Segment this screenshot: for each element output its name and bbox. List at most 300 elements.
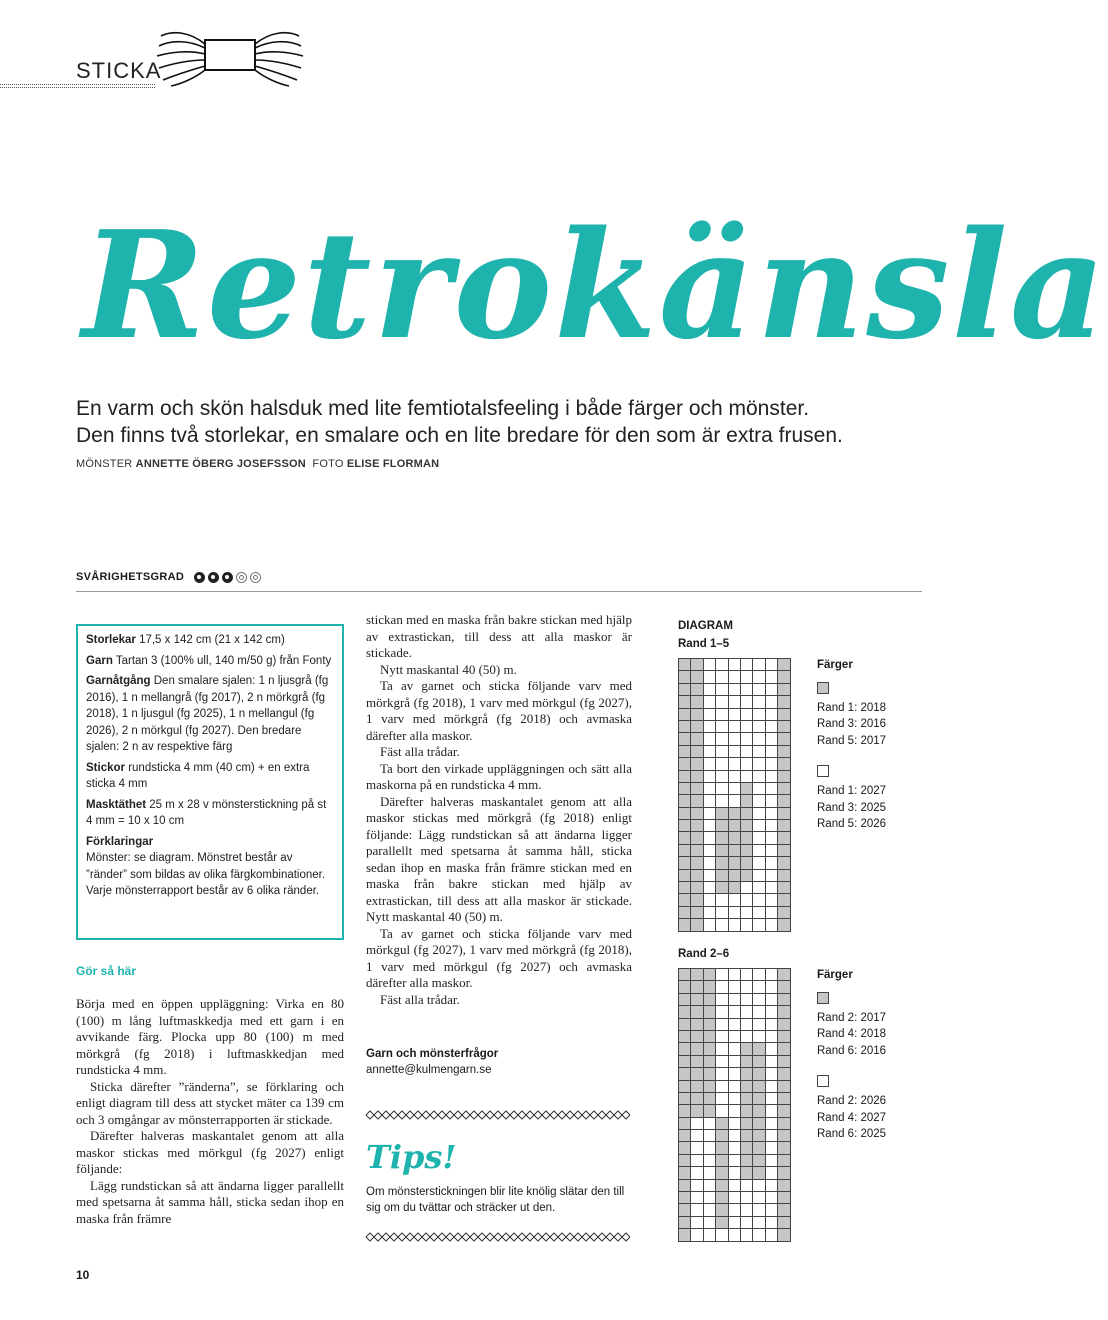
chart-cell <box>729 1142 741 1154</box>
chart-cell <box>741 758 753 770</box>
chart-cell <box>704 1068 716 1080</box>
chart-cell <box>729 1019 741 1031</box>
chart-cell <box>679 771 691 783</box>
chart-cell <box>766 783 778 795</box>
chart-cell <box>679 758 691 770</box>
chart-cell <box>753 820 765 832</box>
header-rule <box>0 84 155 88</box>
chart-cell <box>741 1204 753 1216</box>
chart-cell <box>753 1204 765 1216</box>
pattern-chart-1 <box>678 658 791 932</box>
chart-cell <box>679 1006 691 1018</box>
chart-cell <box>704 671 716 683</box>
chart-cell <box>704 894 716 906</box>
chart-cell <box>741 1043 753 1055</box>
chart-cell <box>716 1217 728 1229</box>
chart-cell <box>704 721 716 733</box>
chart-cell <box>766 696 778 708</box>
chart-cell <box>704 746 716 758</box>
chart-cell <box>716 1093 728 1105</box>
chart-cell <box>704 696 716 708</box>
chart-cell <box>729 1204 741 1216</box>
chart-cell <box>691 721 703 733</box>
chart-cell <box>704 771 716 783</box>
chart-cell <box>741 919 753 931</box>
chart-cell <box>778 758 790 770</box>
paragraph: Fäst alla trådar. <box>380 744 460 759</box>
chart-cell <box>729 1006 741 1018</box>
chart-cell <box>716 1105 728 1117</box>
difficulty-rating <box>76 571 261 583</box>
legend-line: Rand 1: 2018 <box>817 701 887 714</box>
chart-cell <box>729 969 741 981</box>
info-yarn-amount: Garnåtgång Den smalare sjalen: 1 n ljusgrå (fg 2016), 1 n mellangrå (fg 2017), 2 n mörkgrå (fg 2018), 1 n ljusgul (fg 2025), 1 n mellangul (fg 2026), 2 n mörkgul (fg 2027). Den bredare sjalen: 2 n av respektive färg <box>86 675 329 753</box>
chart-cell <box>778 1056 790 1068</box>
chart-cell <box>729 733 741 745</box>
chart-cell <box>679 832 691 844</box>
chart-cell <box>753 1167 765 1179</box>
chart-cell <box>704 919 716 931</box>
chart-cell <box>766 1043 778 1055</box>
chart-cell <box>778 783 790 795</box>
paragraph: Därefter halveras maskantalet genom att alla maskor stickas med mörkgul (fg 2027) enligt följande: <box>76 1128 344 1176</box>
chart-cell <box>753 1081 765 1093</box>
legend-line: Rand 6: 2025 <box>817 1128 887 1140</box>
chart-cell <box>778 1081 790 1093</box>
chart-cell <box>778 1229 790 1241</box>
chart-cell <box>753 894 765 906</box>
chart-cell <box>704 870 716 882</box>
dark-color-swatch <box>817 682 829 694</box>
legend-heading: Färger <box>817 969 853 981</box>
chart-cell <box>753 1142 765 1154</box>
chart-cell <box>778 882 790 894</box>
chart-cell <box>778 721 790 733</box>
paragraph: Börja med en öppen uppläggning: Virka en 80 (100) m lång luftmaskkedja med ett garn i en avvikande färg. Plocka upp 80 (100) m med mörkgrå (fg 2018) i luftmaskkedjan med rundsticka 4 mm. <box>76 996 344 1077</box>
chart-cell <box>729 870 741 882</box>
info-needles: Stickor rundsticka 4 mm (40 cm) + en extra sticka 4 mm <box>86 761 310 790</box>
chart-cell <box>753 1217 765 1229</box>
chart-cell <box>691 1093 703 1105</box>
chart-cell <box>729 1093 741 1105</box>
chart-cell <box>691 671 703 683</box>
chart-cell <box>729 1180 741 1192</box>
chart-cell <box>741 1105 753 1117</box>
legend-line: Rand 5: 2026 <box>817 818 887 830</box>
chart-cell <box>766 808 778 820</box>
chart-cell <box>753 1130 765 1142</box>
chart-cell <box>679 733 691 745</box>
chart-cell <box>778 832 790 844</box>
chart-cell <box>716 1167 728 1179</box>
chart-cell <box>766 758 778 770</box>
legend-heading: Färger <box>817 659 853 671</box>
chart-cell <box>716 746 728 758</box>
chart-cell <box>753 969 765 981</box>
chart-cell <box>741 1217 753 1229</box>
chart-cell <box>691 684 703 696</box>
chart-cell <box>704 1019 716 1031</box>
legend-line: Rand 1: 2027 <box>817 785 887 797</box>
chart-cell <box>716 1068 728 1080</box>
chart-cell <box>716 832 728 844</box>
chart-cell <box>704 1167 716 1179</box>
legend-line: Rand 6: 2016 <box>817 1044 887 1057</box>
chart-cell <box>704 857 716 869</box>
chart-cell <box>704 1093 716 1105</box>
chart-cell <box>741 684 753 696</box>
chart-cell <box>753 1093 765 1105</box>
chart-cell <box>729 882 741 894</box>
chart-cell <box>741 659 753 671</box>
chart-cell <box>741 1019 753 1031</box>
chart-cell <box>716 994 728 1006</box>
info-explanations: Förklaringar Mönster: se diagram. Mönstret består av ”ränder” som bildas av olika färgkombinationer. Varje mönsterrapport består av 6 olika ränder. <box>86 835 326 897</box>
chart-cell <box>766 919 778 931</box>
chart-cell <box>691 857 703 869</box>
chart-cell <box>679 671 691 683</box>
chart-cell <box>753 696 765 708</box>
chart-cell <box>766 733 778 745</box>
chart-cell <box>691 771 703 783</box>
chart-cell <box>741 969 753 981</box>
chart-cell <box>741 1081 753 1093</box>
chart-cell <box>741 1093 753 1105</box>
chart-cell <box>679 882 691 894</box>
chart-cell <box>691 783 703 795</box>
chart-cell <box>691 795 703 807</box>
chart-cell <box>741 981 753 993</box>
chart-cell <box>741 783 753 795</box>
chart-cell <box>691 746 703 758</box>
chart-cell <box>716 907 728 919</box>
chart-cell <box>679 1093 691 1105</box>
chart-cell <box>778 894 790 906</box>
chart-cell <box>679 919 691 931</box>
chart-cell <box>741 1118 753 1130</box>
chart-cell <box>704 808 716 820</box>
chart-cell <box>766 857 778 869</box>
chart-cell <box>729 1105 741 1117</box>
chart-cell <box>679 845 691 857</box>
chart-cell <box>704 1192 716 1204</box>
chart-cell <box>704 1142 716 1154</box>
chart-cell <box>691 1155 703 1167</box>
page-number: 10 <box>76 1268 90 1282</box>
chart-cell <box>729 919 741 931</box>
chart-cell <box>716 684 728 696</box>
chart-cell <box>741 820 753 832</box>
chart-cell <box>679 907 691 919</box>
chart-cell <box>778 1006 790 1018</box>
chart-1-legend <box>817 657 886 833</box>
chart-cell <box>766 894 778 906</box>
chart-cell <box>679 857 691 869</box>
chart-cell <box>729 746 741 758</box>
chart-cell <box>691 919 703 931</box>
chart-cell <box>716 1192 728 1204</box>
info-yarn: Garn Tartan 3 (100% ull, 140 m/50 g) från Fonty <box>86 654 332 667</box>
chart-cell <box>716 808 728 820</box>
chart-cell <box>729 1031 741 1043</box>
chart-cell <box>778 1217 790 1229</box>
chart-cell <box>766 684 778 696</box>
article-title: Retrokänsla <box>82 198 1108 372</box>
chart-cell <box>766 1118 778 1130</box>
chart-cell <box>716 1118 728 1130</box>
chart-cell <box>704 1204 716 1216</box>
chart-cell <box>729 659 741 671</box>
chart-cell <box>778 684 790 696</box>
chart-cell <box>729 795 741 807</box>
chart-cell <box>753 907 765 919</box>
chart-cell <box>716 882 728 894</box>
chart-cell <box>704 1031 716 1043</box>
chart-cell <box>691 907 703 919</box>
chart-cell <box>766 882 778 894</box>
chart-cell <box>716 845 728 857</box>
chart-cell <box>691 882 703 894</box>
legend-line: Rand 2: 2026 <box>817 1095 887 1107</box>
chart-cell <box>766 709 778 721</box>
chart-cell <box>691 1006 703 1018</box>
chart-cell <box>704 1155 716 1167</box>
chart-cell <box>741 1056 753 1068</box>
chart-cell <box>741 1192 753 1204</box>
chart-cell <box>753 684 765 696</box>
chart-cell <box>679 870 691 882</box>
chart-cell <box>679 709 691 721</box>
chart-cell <box>679 1118 691 1130</box>
chart-cell <box>716 1043 728 1055</box>
chart-cell <box>778 1068 790 1080</box>
chart-cell <box>766 1068 778 1080</box>
chart-cell <box>741 671 753 683</box>
info-sizes: Storlekar 17,5 x 142 cm (21 x 142 cm) <box>86 634 285 646</box>
instructions-column-2 <box>366 612 632 1008</box>
chart-cell <box>778 969 790 981</box>
chart-cell <box>766 795 778 807</box>
chart-cell <box>679 969 691 981</box>
chart-cell <box>729 907 741 919</box>
chart-cell <box>729 845 741 857</box>
instructions-heading: Gör så här <box>76 964 137 978</box>
chart-cell <box>778 659 790 671</box>
contact-email[interactable]: annette@kulmengarn.se <box>366 1064 492 1076</box>
chart-cell <box>716 1056 728 1068</box>
chart-cell <box>778 820 790 832</box>
chart-cell <box>741 1068 753 1080</box>
chart-cell <box>778 981 790 993</box>
chart-cell <box>741 808 753 820</box>
chart-cell <box>778 1031 790 1043</box>
chart-cell <box>691 696 703 708</box>
light-color-swatch <box>817 1075 829 1087</box>
chart-cell <box>691 1229 703 1241</box>
lead-line: Den finns två storlekar, en smalare och en lite bredare för den som är extra frusen. <box>76 424 843 447</box>
chart-cell <box>753 1043 765 1055</box>
chart-cell <box>716 721 728 733</box>
chart-cell <box>729 1167 741 1179</box>
chart-cell <box>766 1130 778 1142</box>
materials-box <box>76 624 344 940</box>
chart-cell <box>753 981 765 993</box>
chart-cell <box>766 1180 778 1192</box>
chart-cell <box>716 969 728 981</box>
chart-cell <box>766 1056 778 1068</box>
chart-cell <box>704 659 716 671</box>
chart-cell <box>753 1105 765 1117</box>
chart-cell <box>679 1180 691 1192</box>
chart-cell <box>716 659 728 671</box>
chart-cell <box>691 981 703 993</box>
chart-cell <box>716 870 728 882</box>
chart-cell <box>778 808 790 820</box>
chart-cell <box>691 894 703 906</box>
chart-cell <box>679 1130 691 1142</box>
chart-cell <box>766 1006 778 1018</box>
pattern-chart-2 <box>678 968 791 1242</box>
chart-cell <box>729 1229 741 1241</box>
chart-cell <box>753 746 765 758</box>
credits-photo-name: ELISE FLORMAN <box>346 458 440 470</box>
difficulty-dot <box>250 572 261 583</box>
chart-cell <box>716 857 728 869</box>
chart-cell <box>741 1167 753 1179</box>
chart-cell <box>716 733 728 745</box>
chart-cell <box>741 746 753 758</box>
zigzag-divider <box>366 1110 632 1120</box>
chart-cell <box>729 671 741 683</box>
chart-cell <box>679 820 691 832</box>
chart-cell <box>716 1180 728 1192</box>
chart-cell <box>716 1155 728 1167</box>
chart-cell <box>729 684 741 696</box>
chart-cell <box>753 1118 765 1130</box>
paragraph: Därefter halveras maskantalet genom att alla maskor stickas med mörkgrå (fg 2018) enligt följande: Lägg rundstickan så att ändarna ligger parallellt med spetsarna åt samma håll, sticka sedan ihop en maska från främre stickan med en maska från bakre stickan med hjälp av extrastickan, till dess att alla maskor är stickade. Nytt maskantal 40 (50) m. <box>366 793 632 924</box>
chart-cell <box>729 981 741 993</box>
chart-cell <box>716 1229 728 1241</box>
chart-cell <box>691 1167 703 1179</box>
chart-cell <box>778 1180 790 1192</box>
paragraph: Fäst alla trådar. <box>380 991 460 1007</box>
chart-cell <box>741 1142 753 1154</box>
chart-cell <box>778 696 790 708</box>
chart-cell <box>716 771 728 783</box>
paragraph: stickan med en maska från bakre stickan med hjälp av extrastickan, till dess att alla maskor är stickade. <box>366 612 632 660</box>
chart-cell <box>766 1217 778 1229</box>
chart-cell <box>753 808 765 820</box>
chart-cell <box>716 1006 728 1018</box>
chart-cell <box>691 1056 703 1068</box>
chart-cell <box>704 981 716 993</box>
lead-paragraph <box>76 395 926 449</box>
chart-cell <box>704 969 716 981</box>
chart-cell <box>766 771 778 783</box>
legend-line: Rand 3: 2016 <box>817 718 887 730</box>
tips-text: Om mönsterstickningen blir lite knölig slätar den till sig om du tvättar och sträcker ut den. <box>366 1186 625 1214</box>
chart-cell <box>753 733 765 745</box>
chart-cell <box>766 845 778 857</box>
chart-cell <box>753 1192 765 1204</box>
chart-cell <box>679 1192 691 1204</box>
credits-pattern-label: MÖNSTER <box>76 458 133 470</box>
chart-cell <box>766 1192 778 1204</box>
chart-cell <box>778 1142 790 1154</box>
chart-cell <box>679 1031 691 1043</box>
chart-cell <box>691 1217 703 1229</box>
chart-cell <box>741 907 753 919</box>
chart-cell <box>766 1229 778 1241</box>
chart-2-label: Rand 2–6 <box>678 948 730 960</box>
chart-cell <box>716 1130 728 1142</box>
chart-1-label: Rand 1–5 <box>678 638 730 650</box>
chart-cell <box>704 882 716 894</box>
chart-cell <box>766 907 778 919</box>
chart-cell <box>778 795 790 807</box>
chart-cell <box>729 1068 741 1080</box>
chart-cell <box>741 1130 753 1142</box>
chart-cell <box>753 771 765 783</box>
chart-cell <box>704 733 716 745</box>
chart-cell <box>704 758 716 770</box>
chart-cell <box>778 1204 790 1216</box>
chart-cell <box>766 1093 778 1105</box>
chart-cell <box>778 709 790 721</box>
chart-cell <box>704 684 716 696</box>
paragraph: Nytt maskantal 40 (50) m. <box>380 661 517 677</box>
chart-cell <box>729 758 741 770</box>
chart-cell <box>729 771 741 783</box>
chart-cell <box>729 1155 741 1167</box>
chart-cell <box>691 832 703 844</box>
paragraph: Lägg rundstickan så att ändarna ligger parallellt med spetsarna åt samma håll, sticka sedan ihop en maska från främre <box>76 1177 344 1226</box>
chart-cell <box>753 1031 765 1043</box>
chart-cell <box>729 894 741 906</box>
chart-cell <box>753 1229 765 1241</box>
chart-cell <box>778 1093 790 1105</box>
chart-cell <box>729 709 741 721</box>
chart-cell <box>729 1118 741 1130</box>
chart-cell <box>691 709 703 721</box>
chart-cell <box>691 1130 703 1142</box>
chart-cell <box>679 1167 691 1179</box>
chart-cell <box>691 820 703 832</box>
chart-cell <box>778 1155 790 1167</box>
chart-cell <box>716 1204 728 1216</box>
chart-cell <box>691 1081 703 1093</box>
chart-cell <box>691 1192 703 1204</box>
chart-cell <box>766 981 778 993</box>
chart-cell <box>741 845 753 857</box>
chart-cell <box>704 994 716 1006</box>
chart-cell <box>716 783 728 795</box>
chart-cell <box>691 808 703 820</box>
chart-cell <box>778 870 790 882</box>
difficulty-dot <box>194 572 205 583</box>
chart-cell <box>691 1043 703 1055</box>
chart-cell <box>679 1043 691 1055</box>
chart-cell <box>778 1019 790 1031</box>
chart-cell <box>716 671 728 683</box>
chart-cell <box>766 659 778 671</box>
chart-cell <box>704 1043 716 1055</box>
chart-cell <box>753 721 765 733</box>
difficulty-dot <box>208 572 219 583</box>
chart-cell <box>704 1081 716 1093</box>
chart-cell <box>729 1130 741 1142</box>
chart-cell <box>716 894 728 906</box>
